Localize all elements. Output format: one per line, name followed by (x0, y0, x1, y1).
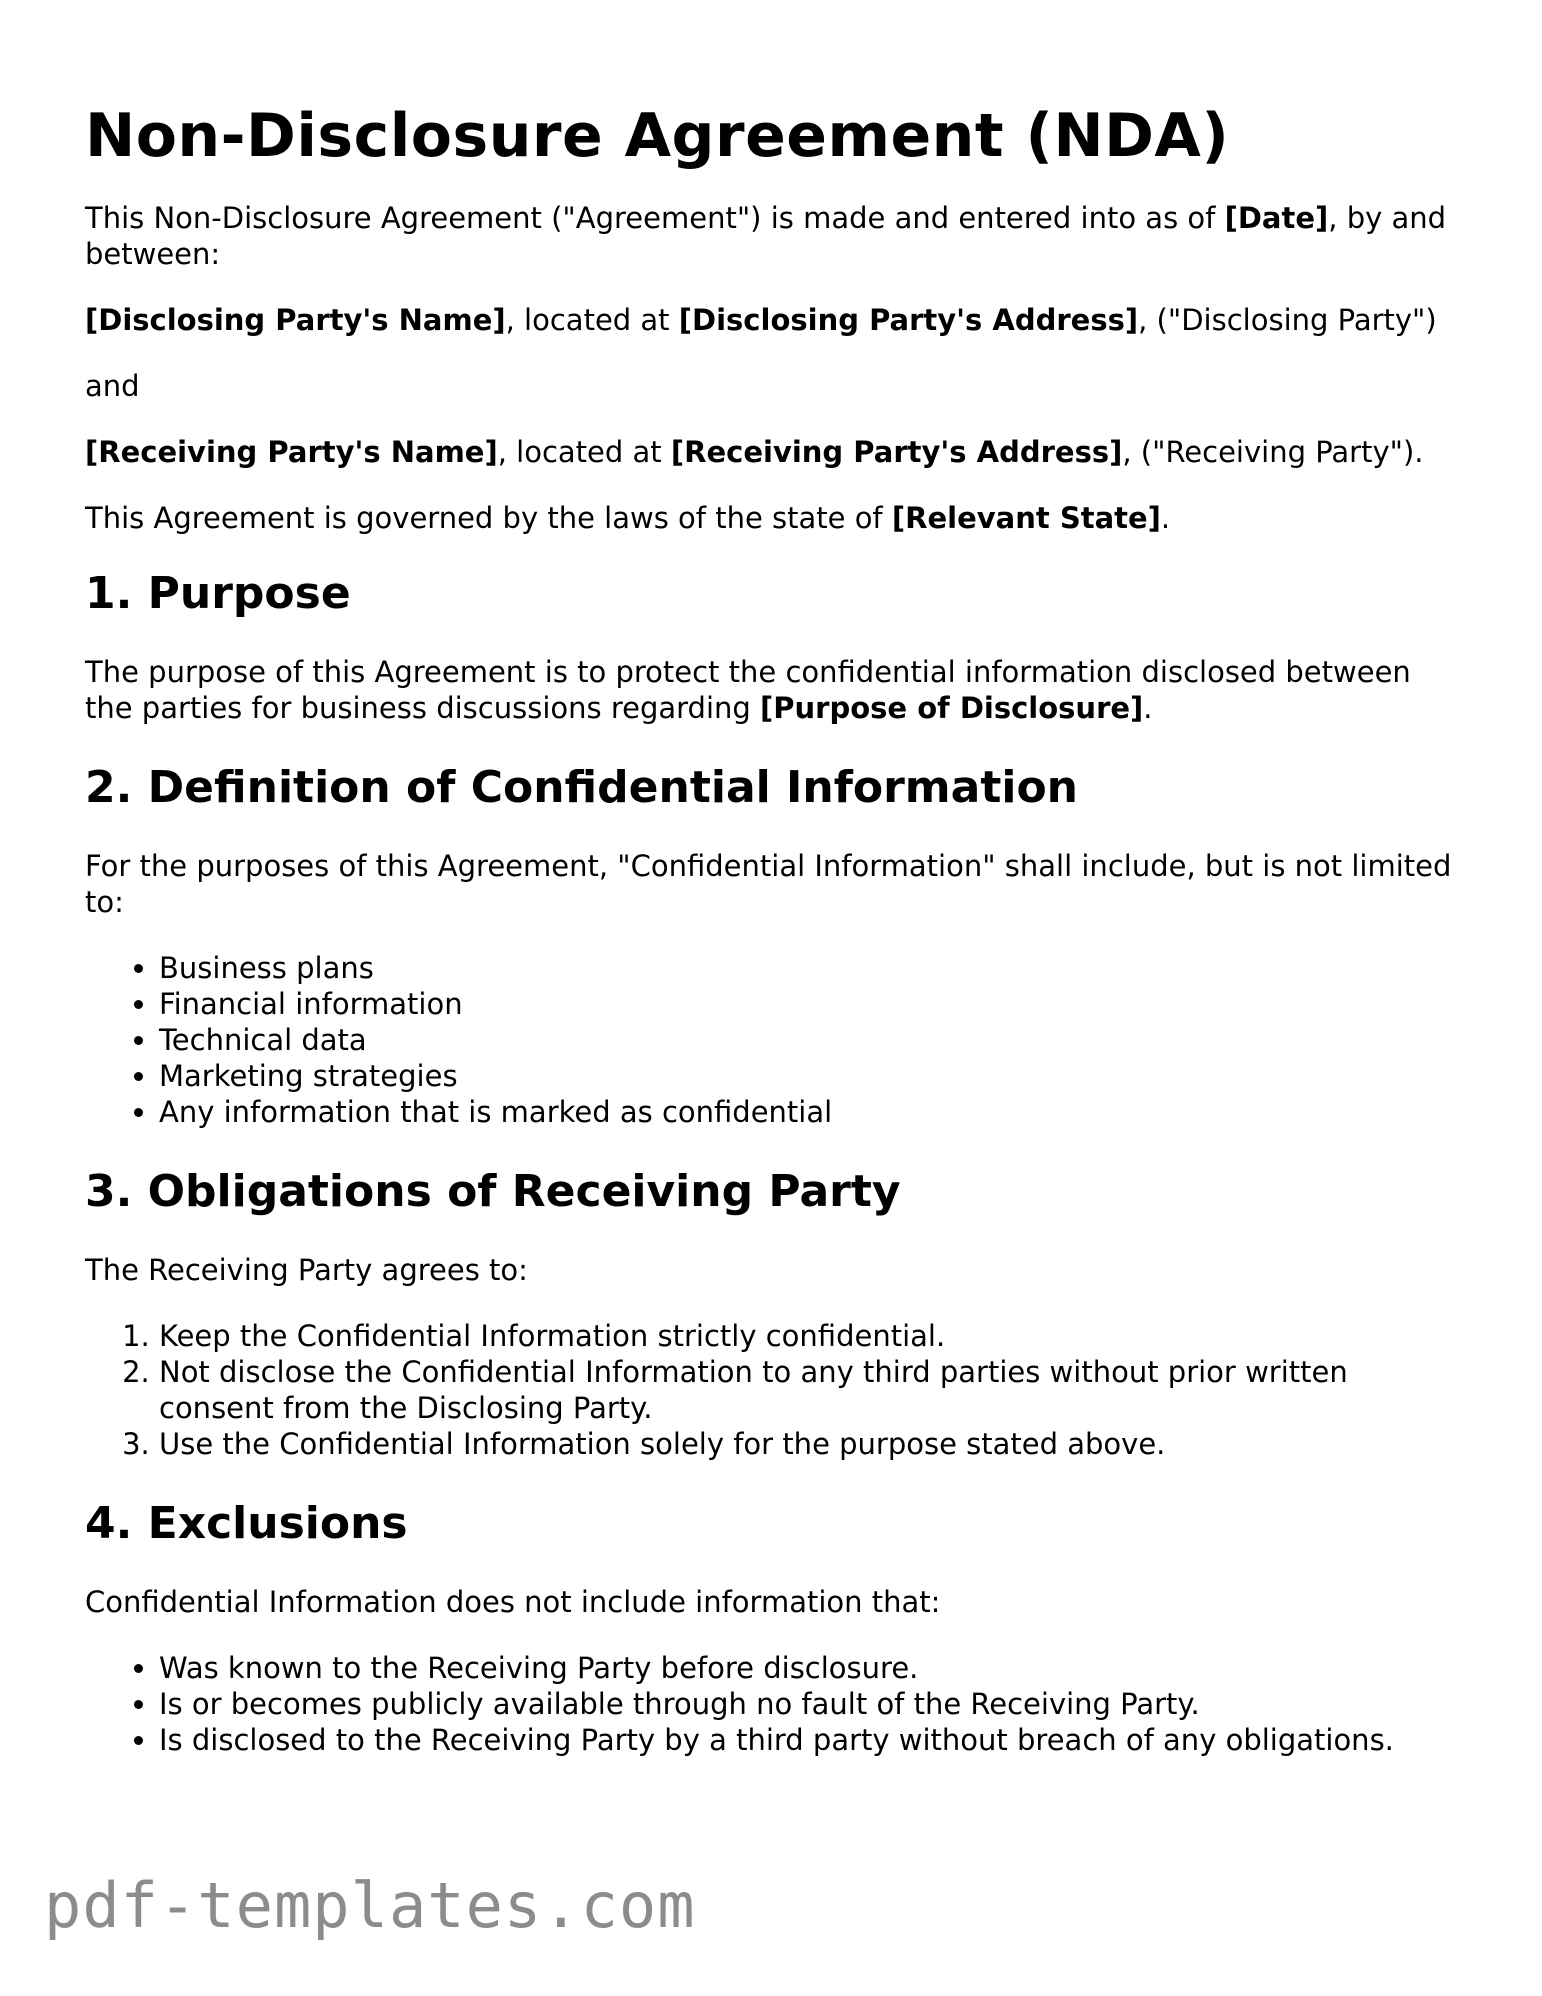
list-item: • Was known to the Receiving Party before disclosure. (159, 1650, 1465, 1686)
and-paragraph: and (85, 369, 140, 403)
document-page (85, 100, 1465, 1794)
disclosing-suffix: , ("Disclosing Party") (1138, 303, 1437, 337)
list-item: • Is disclosed to the Receiving Party by a third party without breach of any obligations. (159, 1722, 1465, 1758)
document-title: Non-Disclosure Agreement (NDA) (85, 101, 1230, 171)
intro-paragraph (85, 200, 1465, 272)
list-item: • Marketing strategies (159, 1058, 1465, 1094)
receiving-suffix: , ("Receiving Party"). (1122, 435, 1424, 469)
exclusions-list (85, 1650, 1465, 1758)
disclosing-party-paragraph (85, 302, 1465, 338)
purpose-end: . (1143, 691, 1153, 725)
purpose-placeholder: [Purpose of Disclosure] (760, 691, 1144, 725)
list-item: 3. Use the Confidential Information solely for the purpose stated above. (159, 1426, 1465, 1462)
purpose-text: The purpose of this Agreement is to protect the confidential information disclosed between the parties for business discussions regarding (85, 655, 1411, 725)
section-definition-heading: 2. Definition of Confidential Information (85, 762, 1079, 813)
definition-list (85, 950, 1465, 1130)
section-purpose-heading: 1. Purpose (85, 568, 351, 619)
disclosing-party-address: [Disclosing Party's Address] (678, 303, 1139, 337)
relevant-state-placeholder: [Relevant State] (891, 501, 1161, 535)
purpose-paragraph (85, 654, 1465, 726)
list-item: • Any information that is marked as confidential (159, 1094, 1465, 1130)
receiving-located: , located at (497, 435, 671, 469)
exclusions-paragraph: Confidential Information does not include information that: (85, 1585, 941, 1619)
list-item: • Business plans (159, 950, 1465, 986)
receiving-party-address: [Receiving Party's Address] (670, 435, 1123, 469)
list-item: 2. Not disclose the Confidential Information to any third parties without prior written consent from the Disclosing Party. (159, 1354, 1465, 1426)
governing-text: This Agreement is governed by the laws of the state of (85, 501, 892, 535)
section-exclusions-heading: 4. Exclusions (85, 1498, 408, 1549)
governing-law-paragraph (85, 500, 1465, 536)
watermark: pdf-templates.com (44, 1869, 696, 1942)
receiving-party-name: [Receiving Party's Name] (85, 435, 498, 469)
list-item: • Technical data (159, 1022, 1465, 1058)
section-obligations-heading: 3. Obligations of Receiving Party (85, 1166, 901, 1217)
list-item: • Is or becomes publicly available through no fault of the Receiving Party. (159, 1686, 1465, 1722)
intro-text: This Non-Disclosure Agreement ("Agreement") is made and entered into as of (85, 201, 1225, 235)
intro-text-end: , by and between: (85, 201, 1447, 271)
definition-paragraph: For the purposes of this Agreement, "Confidential Information" shall include, but is not limited to: (85, 849, 1452, 919)
obligations-paragraph: The Receiving Party agrees to: (85, 1253, 528, 1287)
obligations-list (85, 1318, 1465, 1462)
disclosing-located: , located at (505, 303, 679, 337)
list-item: • Financial information (159, 986, 1465, 1022)
list-item: 1. Keep the Confidential Information strictly confidential. (159, 1318, 1465, 1354)
governing-end: . (1160, 501, 1171, 535)
date-placeholder: [Date] (1224, 201, 1329, 235)
receiving-party-paragraph (85, 434, 1465, 470)
disclosing-party-name: [Disclosing Party's Name] (85, 303, 506, 337)
